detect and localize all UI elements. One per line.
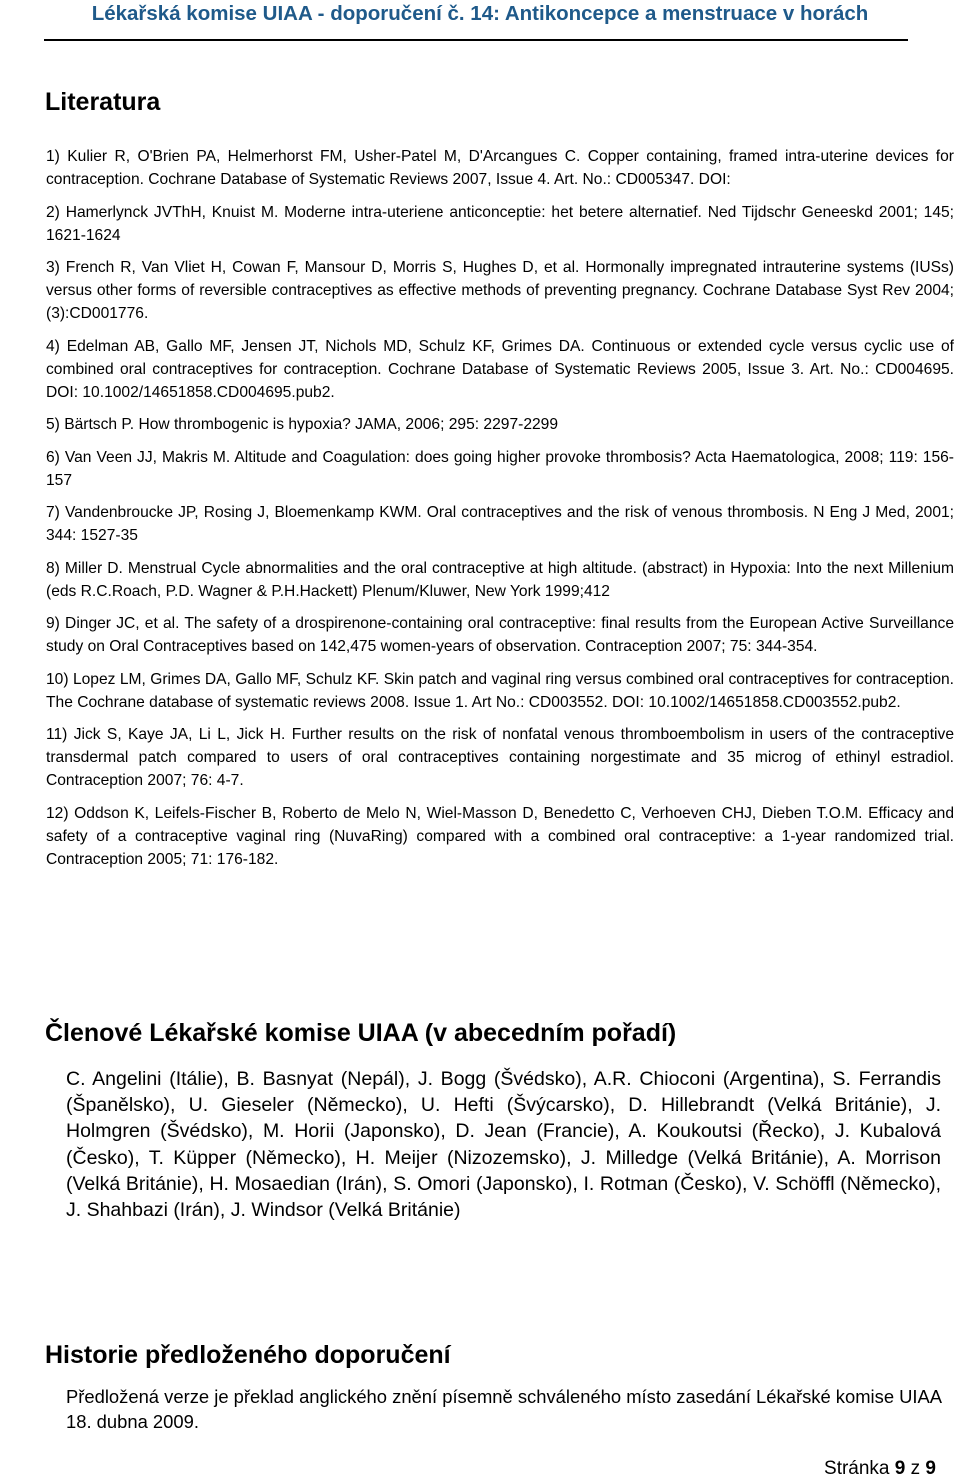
reference-item: 9) Dinger JC, et al. The safety of a drospirenone-containing oral contraceptive: final results from the European Active Surveillance study on Oral Contraceptives based on 142,475 women-years of observation. Contraception 2007; 75: 344-354. (46, 615, 954, 655)
reference-item: 1) Kulier R, O'Brien PA, Helmerhorst FM, Usher-Patel M, D'Arcangues C. Copper containing, framed intra-uterine devices for contraception. Cochrane Database of Systematic Reviews 2007, Issue 4. Art. No.: CD005347. DOI: (46, 148, 954, 188)
reference-item: 10) Lopez LM, Grimes DA, Gallo MF, Schulz KF. Skin patch and vaginal ring versus combined oral contraceptives for contraception. The Cochrane database of systematic reviews 2008. Issue 1. Art No.: CD003552. DOI: 10.1002/14651858.CD003552.pub2. (46, 670, 954, 711)
literature-title: Literatura (45, 88, 161, 116)
reference-item: 11) Jick S, Kaye JA, Li L, Jick H. Further results on the risk of nonfatal venous thromboembolism in users of the contraceptive transdermal patch compared to users of oral contraceptives containing norgestimate and 35 microg of ethinyl estradiol. Contraception 2007; 76: 4-7. (46, 726, 954, 789)
reference-item: 7) Vandenbroucke JP, Rosing J, Bloemenkamp KWM. Oral contraceptives and the risk of venous thrombosis. N Eng J Med, 2001; 344: 1527-35 (46, 504, 954, 544)
page-separator: z (910, 1458, 921, 1479)
page-prefix: Stránka (824, 1458, 890, 1479)
members-list: C. Angelini (Itálie), B. Basnyat (Nepál), J. Bogg (Švédsko), A.R. Chioconi (Argentina), S. Ferrandis (Španělsko), U. Gieseler (Německo), U. Hefti (Švýcarsko), D. Hillebrandt (Velká Británie), J. Holmgren (Švédsko), M. Horii (Japonsko), D. Jean (Francie), A. Koukoutsi (Řecko), J. Kubalová (Česko), T. Küpper (Německo), H. Meijer (Nizozemsko), J. Milledge (Velká Británie), A. Morrison (Velká Británie), H. Mosaedian (Irán), S. Omori (Japonsko), I. Rotman (Česko), V. Schöffl (Německo), J. Shahbazi (Irán), J. Windsor (Velká Británie) (66, 1068, 941, 1222)
history-text: Předložená verze je překlad anglického znění písemně schváleného místo zasedání Lékařské komise UIAA 18. dubna 2009. (66, 1386, 942, 1432)
reference-item: 12) Oddson K, Leifels-Fischer B, Roberto de Melo N, Wiel-Masson D, Benedetto C, Verhoeven CHJ, Dieben T.O.M. Efficacy and safety of a contraceptive vaginal ring (NuvaRing) compared with a combined oral contraceptive: a 1-year randomized trial. Contraception 2005; 71: 176-182. (46, 804, 954, 868)
current-page: 9 (894, 1458, 906, 1479)
reference-item: 8) Miller D. Menstrual Cycle abnormalities and the oral contraceptive at high altitude. (abstract) in Hypoxia: Into the next Millenium (eds R.C.Roach, P.D. Wagner & P.H.Hackett) Plenum/Kluwer, New York 1999;412 (46, 559, 954, 600)
reference-item: 2) Hamerlynck JVThH, Knuist M. Moderne intra-uteriene anticonceptie: het betere alternatief. Ned Tijdschr Geneeskd 2001; 145; 1621-1624 (46, 203, 954, 244)
header-title: Lékařská komise UIAA - doporučení č. 14: Antikoncepce a menstruace v horách (91, 2, 869, 25)
header-rule (44, 39, 908, 41)
page-number (824, 1458, 936, 1480)
history-title: Historie předloženého doporučení (45, 1341, 451, 1369)
reference-item: 4) Edelman AB, Gallo MF, Jensen JT, Nichols MD, Schulz KF, Grimes DA. Continuous or extended cycle versus cyclic use of combined oral contraceptives for contraception. Cochrane Database of Systematic Reviews 2005, Issue 3. Art. No.: CD004695. DOI: 10.1002/14651858.CD004695.pub2. (46, 337, 954, 401)
total-pages: 9 (925, 1458, 936, 1479)
reference-item: 5) Bärtsch P. How thrombogenic is hypoxia? JAMA, 2006; 295: 2297-2299 (46, 416, 559, 433)
members-title: Členové Lékařské komise UIAA (v abecedním pořadí) (45, 1019, 677, 1047)
reference-list (46, 145, 954, 880)
reference-item: 3) French R, Van Vliet H, Cowan F, Mansour D, Morris S, Hughes D, et al. Hormonally impregnated intrauterine systems (IUSs) versus other forms of reversible contraceptives as effective methods of preventing pregnancy. Cochrane Database Syst Rev 2004;(3):CD001776. (46, 259, 954, 322)
page-header (0, 0, 960, 30)
reference-item: 6) Van Veen JJ, Makris M. Altitude and Coagulation: does going higher provoke thrombosis? Acta Haematologica, 2008; 119: 156-157 (46, 448, 954, 489)
